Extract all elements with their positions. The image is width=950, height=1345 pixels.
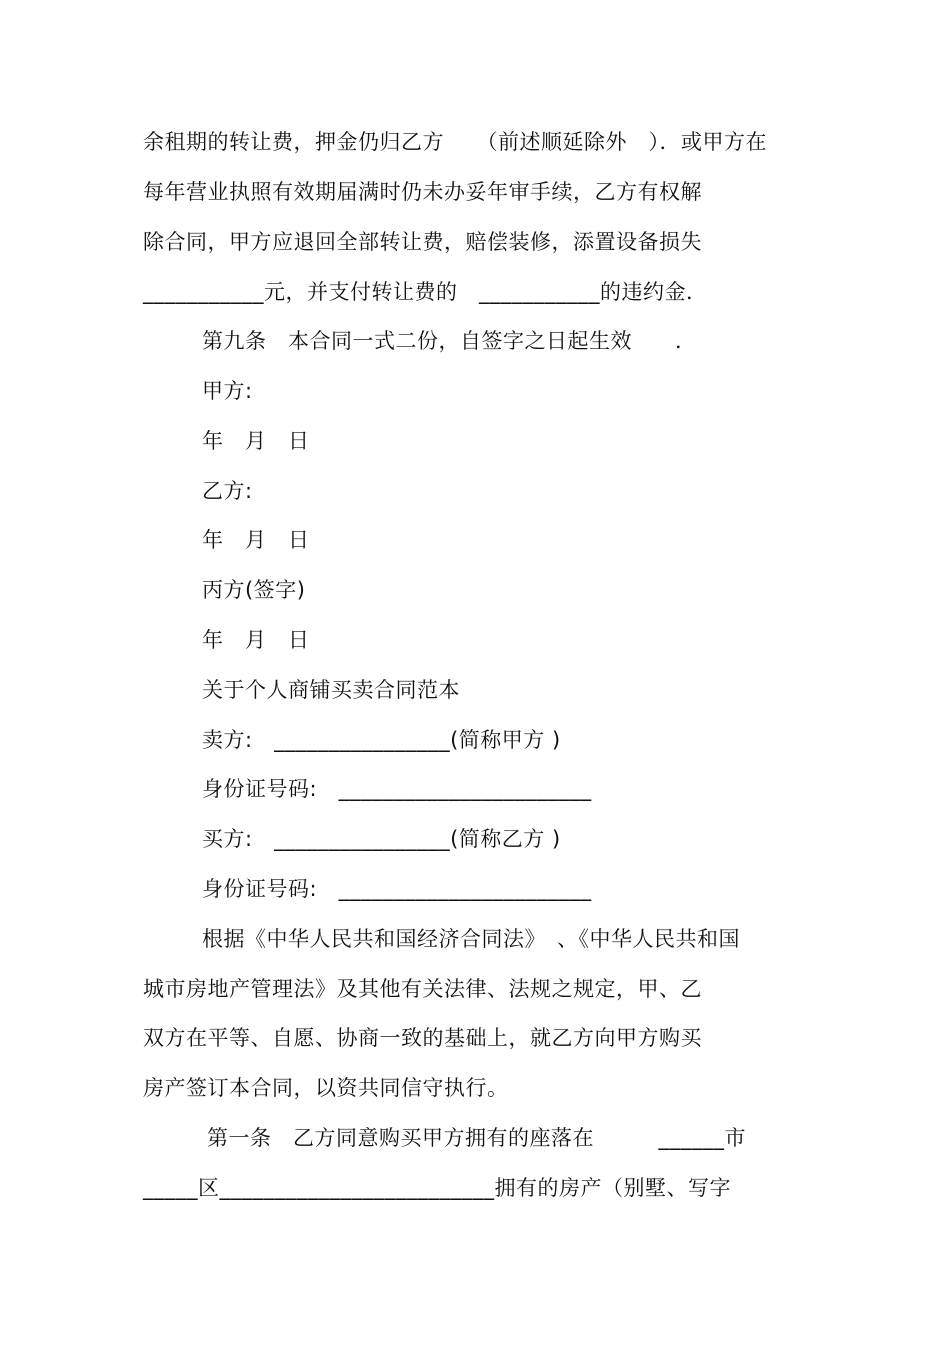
paragraph-line: _____区_________________________拥有的房产（别墅、写字: [143, 1176, 731, 1200]
paragraph-line: ___________元，并支付转让费的 ___________的违约金．: [143, 280, 708, 304]
buyer-id-line: 身份证号码: _______________________: [202, 877, 592, 901]
date-line: 年 月 日: [202, 528, 310, 552]
party-b-label: 乙方:: [202, 479, 253, 503]
paragraph-line: 余租期的转让费，押金仍归乙方 （前述顺延除外 ）．或甲方在: [143, 130, 767, 154]
party-a-label: 甲方:: [202, 379, 253, 403]
paragraph-line: 根据《中华人民共和国经济合同法》 、《中华人民共和国: [202, 927, 740, 951]
article-one-line: 第一条 乙方同意购买甲方拥有的座落在 ______市: [207, 1126, 746, 1150]
article-nine-line: 第九条 本合同一式二份，自签字之日起生效 ．: [202, 329, 697, 353]
paragraph-line: 每年营业执照有效期届满时仍未办妥年审手续，乙方有权解: [143, 180, 702, 204]
paragraph-line: 除合同，甲方应退回全部转让费，赔偿装修，添置设备损失: [143, 230, 702, 254]
party-c-label: 丙方(签字): [202, 578, 306, 602]
date-line: 年 月 日: [202, 628, 310, 652]
seller-line: 卖方: ________________(简称甲方 ): [202, 728, 561, 752]
seller-id-line: 身份证号码: _______________________: [202, 777, 592, 801]
paragraph-line: 城市房地产管理法》及其他有关法律、法规之规定，甲、乙: [143, 977, 702, 1001]
paragraph-line: 双方在平等、自愿、协商一致的基础上，就乙方向甲方购买: [143, 1026, 702, 1050]
date-line: 年 月 日: [202, 429, 310, 453]
contract-title: 关于个人商铺买卖合同范本: [202, 678, 460, 702]
buyer-line: 买方: ________________(简称乙方 ): [202, 827, 561, 851]
paragraph-line: 房产签订本合同，以资共同信守执行。: [143, 1076, 509, 1100]
